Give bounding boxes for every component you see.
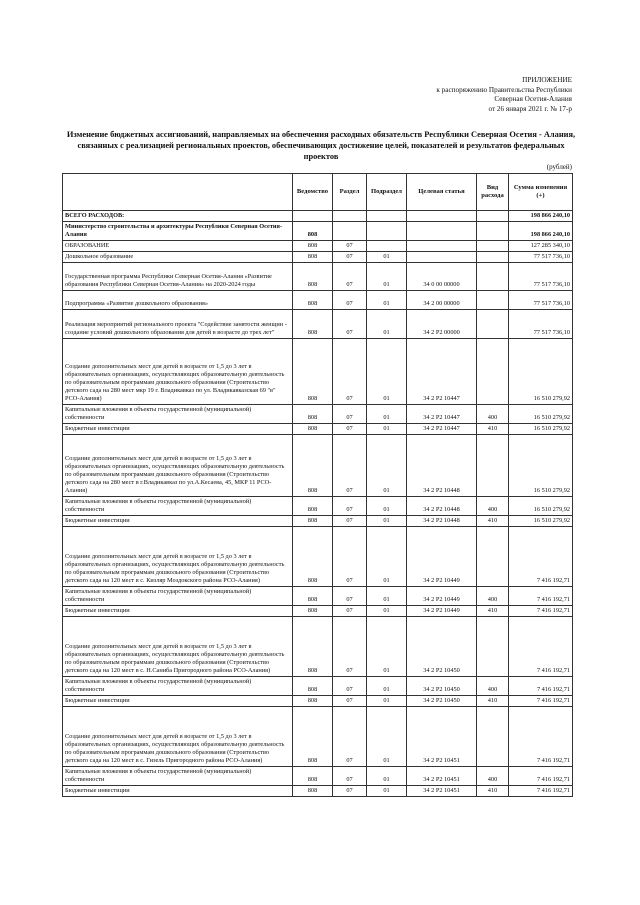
row-podrazdel: 01: [367, 677, 407, 696]
row-vedomstvo: 808: [293, 405, 333, 424]
row-razdel: 07: [333, 516, 367, 527]
row-summa: 7 416 192,71: [509, 786, 573, 797]
row-celevaya-statya: 34 2 P2 10447: [407, 405, 477, 424]
row-podrazdel: 01: [367, 435, 407, 497]
row-name: Дошкольное образование: [63, 252, 293, 263]
row-summa: 16 510 279,92: [509, 497, 573, 516]
row-name: Бюджетные инвестиции: [63, 696, 293, 707]
row-vid-raskhoda: 400: [477, 587, 509, 606]
row-razdel: 07: [333, 617, 367, 677]
table-row: [63, 252, 573, 263]
row-summa: 7 416 192,71: [509, 696, 573, 707]
row-vid-raskhoda: [477, 435, 509, 497]
row-celevaya-statya: 34 2 P2 00000: [407, 310, 477, 339]
row-summa: 16 510 279,92: [509, 405, 573, 424]
row-podrazdel: 01: [367, 696, 407, 707]
row-name: Бюджетные инвестиции: [63, 516, 293, 527]
row-razdel: 07: [333, 767, 367, 786]
table-row: [63, 241, 573, 252]
row-razdel: 07: [333, 263, 367, 291]
header-celevaya-statya: Целевая статья: [407, 174, 477, 211]
row-razdel: 07: [333, 677, 367, 696]
row-vid-raskhoda: [477, 339, 509, 405]
row-summa: 198 866 240,10: [509, 211, 573, 222]
table-row: [63, 527, 573, 587]
row-name: Бюджетные инвестиции: [63, 786, 293, 797]
row-celevaya-statya: 34 2 P2 10448: [407, 435, 477, 497]
row-razdel: 07: [333, 424, 367, 435]
row-vedomstvo: 808: [293, 252, 333, 263]
row-vid-raskhoda: [477, 252, 509, 263]
table-row: [63, 516, 573, 527]
row-summa: 7 416 192,71: [509, 606, 573, 617]
row-name: Создание дополнительных мест для детей в возрасте от 1,5 до 3 лет в образовательных организациях, осуществляющих образовательную деятельность по образовательным программам дошкольного образования (Строительство детского сада на 280 мест в г.Владикавказ по ул.А.Кесаева, 45, МКР 11 РСО-Алания): [63, 435, 293, 497]
row-vid-raskhoda: [477, 222, 509, 241]
row-vid-raskhoda: 400: [477, 405, 509, 424]
row-celevaya-statya: [407, 222, 477, 241]
row-razdel: 07: [333, 696, 367, 707]
row-celevaya-statya: 34 2 P2 10450: [407, 617, 477, 677]
table-row: [63, 222, 573, 241]
row-celevaya-statya: [407, 211, 477, 222]
table-body: [63, 211, 573, 797]
row-podrazdel: [367, 241, 407, 252]
row-vid-raskhoda: [477, 291, 509, 310]
table-row: [63, 696, 573, 707]
row-summa: 77 517 736,10: [509, 263, 573, 291]
row-vedomstvo: 808: [293, 677, 333, 696]
row-vid-raskhoda: 400: [477, 767, 509, 786]
row-vedomstvo: 808: [293, 707, 333, 767]
row-celevaya-statya: 34 0 00 00000: [407, 263, 477, 291]
row-vedomstvo: 808: [293, 617, 333, 677]
row-summa: 77 517 736,10: [509, 252, 573, 263]
table-row: [63, 424, 573, 435]
annex-header: [330, 76, 572, 114]
row-vedomstvo: 808: [293, 786, 333, 797]
row-vedomstvo: 808: [293, 339, 333, 405]
row-name: Бюджетные инвестиции: [63, 424, 293, 435]
header-vedomstvo: Ведомство: [293, 174, 333, 211]
row-name: Капитальные вложения в объекты государственной (муниципальной) собственности: [63, 767, 293, 786]
row-vedomstvo: 808: [293, 263, 333, 291]
row-podrazdel: 01: [367, 310, 407, 339]
row-summa: 7 416 192,71: [509, 587, 573, 606]
row-podrazdel: 01: [367, 497, 407, 516]
row-name: Капитальные вложения в объекты государственной (муниципальной) собственности: [63, 587, 293, 606]
annex-ref-line: к распоряжению Правительства Республики: [436, 85, 572, 94]
table-row: [63, 405, 573, 424]
row-vedomstvo: 808: [293, 767, 333, 786]
header-vid-raskhoda: Вид расхода: [477, 174, 509, 211]
table-row: [63, 617, 573, 677]
row-vedomstvo: 808: [293, 587, 333, 606]
row-vid-raskhoda: 410: [477, 696, 509, 707]
row-razdel: 07: [333, 435, 367, 497]
row-podrazdel: 01: [367, 263, 407, 291]
row-vedomstvo: 808: [293, 291, 333, 310]
row-vedomstvo: 808: [293, 222, 333, 241]
row-vid-raskhoda: 410: [477, 424, 509, 435]
row-vid-raskhoda: 400: [477, 497, 509, 516]
table-row: [63, 291, 573, 310]
row-summa: 7 416 192,71: [509, 767, 573, 786]
row-celevaya-statya: [407, 252, 477, 263]
row-summa: 77 517 736,10: [509, 310, 573, 339]
row-vedomstvo: [293, 211, 333, 222]
header-summa: Сумма изменения (+): [509, 174, 573, 211]
table-row: [63, 606, 573, 617]
row-name: Реализация мероприятий регионального проекта "Содействие занятости женщин - создание условий дошкольного образования для детей в возрасте до трех лет": [63, 310, 293, 339]
row-celevaya-statya: 34 2 P2 10449: [407, 606, 477, 617]
row-summa: 7 416 192,71: [509, 527, 573, 587]
table-row: [63, 707, 573, 767]
table-row: [63, 497, 573, 516]
row-podrazdel: 01: [367, 291, 407, 310]
table-row: [63, 677, 573, 696]
row-name: Подпрограмма «Развитие дошкольного образования»: [63, 291, 293, 310]
row-summa: 7 416 192,71: [509, 617, 573, 677]
row-razdel: 07: [333, 339, 367, 405]
row-podrazdel: 01: [367, 339, 407, 405]
budget-table: [62, 173, 573, 797]
row-podrazdel: 01: [367, 767, 407, 786]
row-razdel: 07: [333, 310, 367, 339]
row-name: Капитальные вложения в объекты государственной (муниципальной) собственности: [63, 677, 293, 696]
row-podrazdel: 01: [367, 516, 407, 527]
row-name: Создание дополнительных мест для детей в возрасте от 1,5 до 3 лет в образовательных организациях, осуществляющих образовательную деятельность по образовательным программам дошкольного образования (Строительство детского сада на 120 мест в с. Н.Саниба Пригородного района РСО-Алания): [63, 617, 293, 677]
row-celevaya-statya: 34 2 00 00000: [407, 291, 477, 310]
unit-label: (рублей): [546, 163, 572, 171]
row-celevaya-statya: 34 2 P2 10450: [407, 677, 477, 696]
row-podrazdel: [367, 222, 407, 241]
row-podrazdel: 01: [367, 587, 407, 606]
row-summa: 7 416 192,71: [509, 677, 573, 696]
row-razdel: 07: [333, 587, 367, 606]
row-vedomstvo: 808: [293, 241, 333, 252]
row-razdel: [333, 211, 367, 222]
row-summa: 16 510 279,92: [509, 435, 573, 497]
row-razdel: 07: [333, 405, 367, 424]
row-celevaya-statya: 34 2 P2 10449: [407, 587, 477, 606]
table-row: [63, 310, 573, 339]
row-summa: 16 510 279,92: [509, 339, 573, 405]
row-celevaya-statya: 34 2 P2 10451: [407, 707, 477, 767]
row-name: Капитальные вложения в объекты государственной (муниципальной) собственности: [63, 497, 293, 516]
row-vid-raskhoda: [477, 617, 509, 677]
table-row: [63, 767, 573, 786]
row-vid-raskhoda: 400: [477, 677, 509, 696]
document-title: Изменение бюджетных ассигнований, направляемых на обеспечения расходных обязательств Республики Северная Осетия - Алания, связанных с реализацией региональных проектов, обеспечивающих достижение целей, показателей и результатов федеральных проектов: [66, 130, 576, 162]
row-name: Создание дополнительных мест для детей в возрасте от 1,5 до 3 лет в образовательных организациях, осуществляющих образовательную деятельность по образовательным программам дошкольного образования (Строительство детского сада на 120 мест в с. Кизляр Моздокского района РСО-Алания): [63, 527, 293, 587]
row-razdel: 07: [333, 527, 367, 587]
table-header-row: [63, 174, 573, 211]
row-vid-raskhoda: [477, 241, 509, 252]
row-razdel: 07: [333, 707, 367, 767]
row-podrazdel: 01: [367, 252, 407, 263]
row-name: Капитальные вложения в объекты государственной (муниципальной) собственности: [63, 405, 293, 424]
table-row: [63, 786, 573, 797]
row-name: Министерство строительства и архитектуры Республики Северная Осетия-Алания: [63, 222, 293, 241]
row-razdel: 07: [333, 241, 367, 252]
row-razdel: [333, 222, 367, 241]
row-name: Создание дополнительных мест для детей в возрасте от 1,5 до 3 лет в образовательных организациях, осуществляющих образовательную деятельность по образовательным программам дошкольного образования (Строительство детского сада на 280 мест мкр 19 г. Владикавказ по ул. Владикавказская 69 "в" РСО-Алания): [63, 339, 293, 405]
row-podrazdel: 01: [367, 405, 407, 424]
row-razdel: 07: [333, 786, 367, 797]
row-name: Создание дополнительных мест для детей в возрасте от 1,5 до 3 лет в образовательных организациях, осуществляющих образовательную деятельность по образовательным программам дошкольного образования (Строительство детского сада на 120 мест в с. Гизель Пригородного района РСО-Алания): [63, 707, 293, 767]
row-summa: 127 285 340,10: [509, 241, 573, 252]
row-vedomstvo: 808: [293, 527, 333, 587]
row-celevaya-statya: 34 2 P2 10448: [407, 516, 477, 527]
row-celevaya-statya: [407, 241, 477, 252]
row-razdel: 07: [333, 497, 367, 516]
row-celevaya-statya: 34 2 P2 10447: [407, 424, 477, 435]
row-name: Государственная программа Республики Северная Осетия-Алания «Развитие образования Республики Северная Осетия-Алания» на 2020-2024 годы: [63, 263, 293, 291]
row-podrazdel: 01: [367, 606, 407, 617]
row-vid-raskhoda: [477, 211, 509, 222]
row-vedomstvo: 808: [293, 435, 333, 497]
row-podrazdel: 01: [367, 786, 407, 797]
header-razdel: Раздел: [333, 174, 367, 211]
annex-date-number: от 26 января 2021 г. № 17-р: [488, 104, 572, 113]
row-summa: 16 510 279,92: [509, 424, 573, 435]
row-vid-raskhoda: [477, 263, 509, 291]
row-vid-raskhoda: 410: [477, 606, 509, 617]
row-podrazdel: 01: [367, 424, 407, 435]
row-name: ВСЕГО РАСХОДОВ:: [63, 211, 293, 222]
table-row: [63, 339, 573, 405]
row-razdel: 07: [333, 291, 367, 310]
row-vid-raskhoda: 410: [477, 786, 509, 797]
row-name: ОБРАЗОВАНИЕ: [63, 241, 293, 252]
row-razdel: 07: [333, 252, 367, 263]
row-podrazdel: 01: [367, 707, 407, 767]
row-vid-raskhoda: [477, 527, 509, 587]
table-row: [63, 211, 573, 222]
table-row: [63, 263, 573, 291]
header-name: [63, 174, 293, 211]
row-celevaya-statya: 34 2 P2 10450: [407, 696, 477, 707]
row-summa: 7 416 192,71: [509, 707, 573, 767]
annex-title: ПРИЛОЖЕНИЕ: [522, 76, 572, 84]
row-summa: 16 510 279,92: [509, 516, 573, 527]
row-podrazdel: [367, 211, 407, 222]
row-podrazdel: 01: [367, 617, 407, 677]
row-summa: 198 866 240,10: [509, 222, 573, 241]
row-celevaya-statya: 34 2 P2 10447: [407, 339, 477, 405]
row-name: Бюджетные инвестиции: [63, 606, 293, 617]
row-vedomstvo: 808: [293, 606, 333, 617]
row-celevaya-statya: 34 2 P2 10451: [407, 786, 477, 797]
row-vedomstvo: 808: [293, 310, 333, 339]
annex-ref-line: Северная Осетия-Алания: [494, 95, 572, 104]
row-vid-raskhoda: [477, 707, 509, 767]
header-podrazdel: Подраздел: [367, 174, 407, 211]
row-vedomstvo: 808: [293, 696, 333, 707]
row-celevaya-statya: 34 2 P2 10448: [407, 497, 477, 516]
row-celevaya-statya: 34 2 P2 10449: [407, 527, 477, 587]
table-row: [63, 587, 573, 606]
row-celevaya-statya: 34 2 P2 10451: [407, 767, 477, 786]
table-row: [63, 435, 573, 497]
row-vedomstvo: 808: [293, 497, 333, 516]
row-vedomstvo: 808: [293, 516, 333, 527]
row-summa: 77 517 736,10: [509, 291, 573, 310]
row-vid-raskhoda: [477, 310, 509, 339]
row-vid-raskhoda: 410: [477, 516, 509, 527]
row-vedomstvo: 808: [293, 424, 333, 435]
row-razdel: 07: [333, 606, 367, 617]
row-podrazdel: 01: [367, 527, 407, 587]
